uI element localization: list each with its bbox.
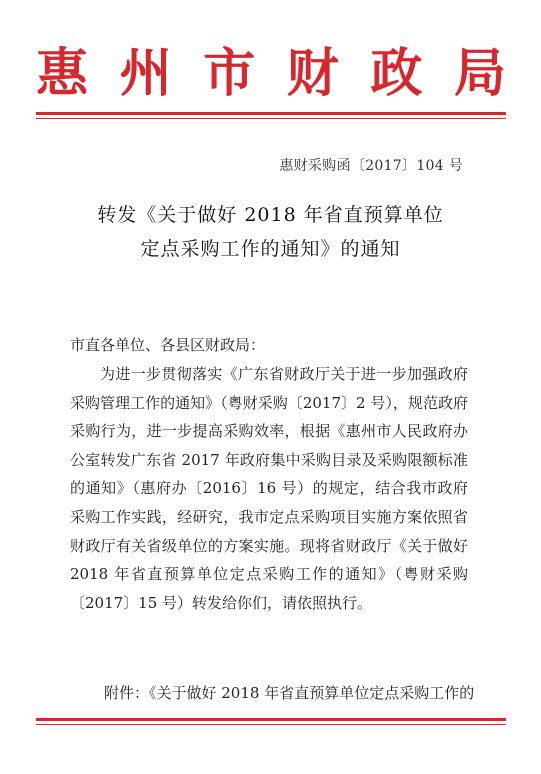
body-paragraph: 为进一步贯彻落实《广东省财政厅关于进一步加强政府采购管理工作的通知》（粤财采购〔2017〕2 号），规范政府采购行为，进一步提高采购效率，根据《惠州市人民政府办公室转发广东省 2017 年政府集中采购目录及采购限额标准的通知》（惠府办〔2016〕16 号）的规定，结合我市政府采购工作实践，经研究，我市定点采购项目实施方案依照省财政厅有关省级单位的方案实施。现将省财政厅《关于做好 2018 年省直预算单位定点采购工作的通知》（粤财采购〔2017〕15 号）转发给你们，请依照执行。	[70, 365, 468, 612]
letterhead-char: 市	[203, 43, 256, 104]
letterhead-char: 局	[453, 43, 506, 104]
footer-red-rule	[36, 718, 506, 725]
letterhead-red-rule	[36, 112, 506, 119]
letterhead-char: 财	[286, 43, 339, 104]
letterhead-title	[36, 40, 506, 108]
letterhead-char: 惠	[36, 43, 89, 104]
attachment-line: 附件：《关于做好 2018 年省直预算单位定点采购工作的	[104, 684, 475, 702]
letterhead-char: 政	[370, 43, 423, 104]
document-title	[0, 198, 541, 266]
salutation: 市直各单位、各县区财政局：	[70, 336, 266, 354]
document-number: 惠财采购函〔2017〕104 号	[279, 158, 463, 174]
letterhead-char: 州	[119, 43, 172, 104]
document-title-line-2: 定点采购工作的通知》的通知	[140, 238, 401, 260]
document-title-line-1: 转发《关于做好 2018 年省直预算单位	[97, 204, 444, 226]
